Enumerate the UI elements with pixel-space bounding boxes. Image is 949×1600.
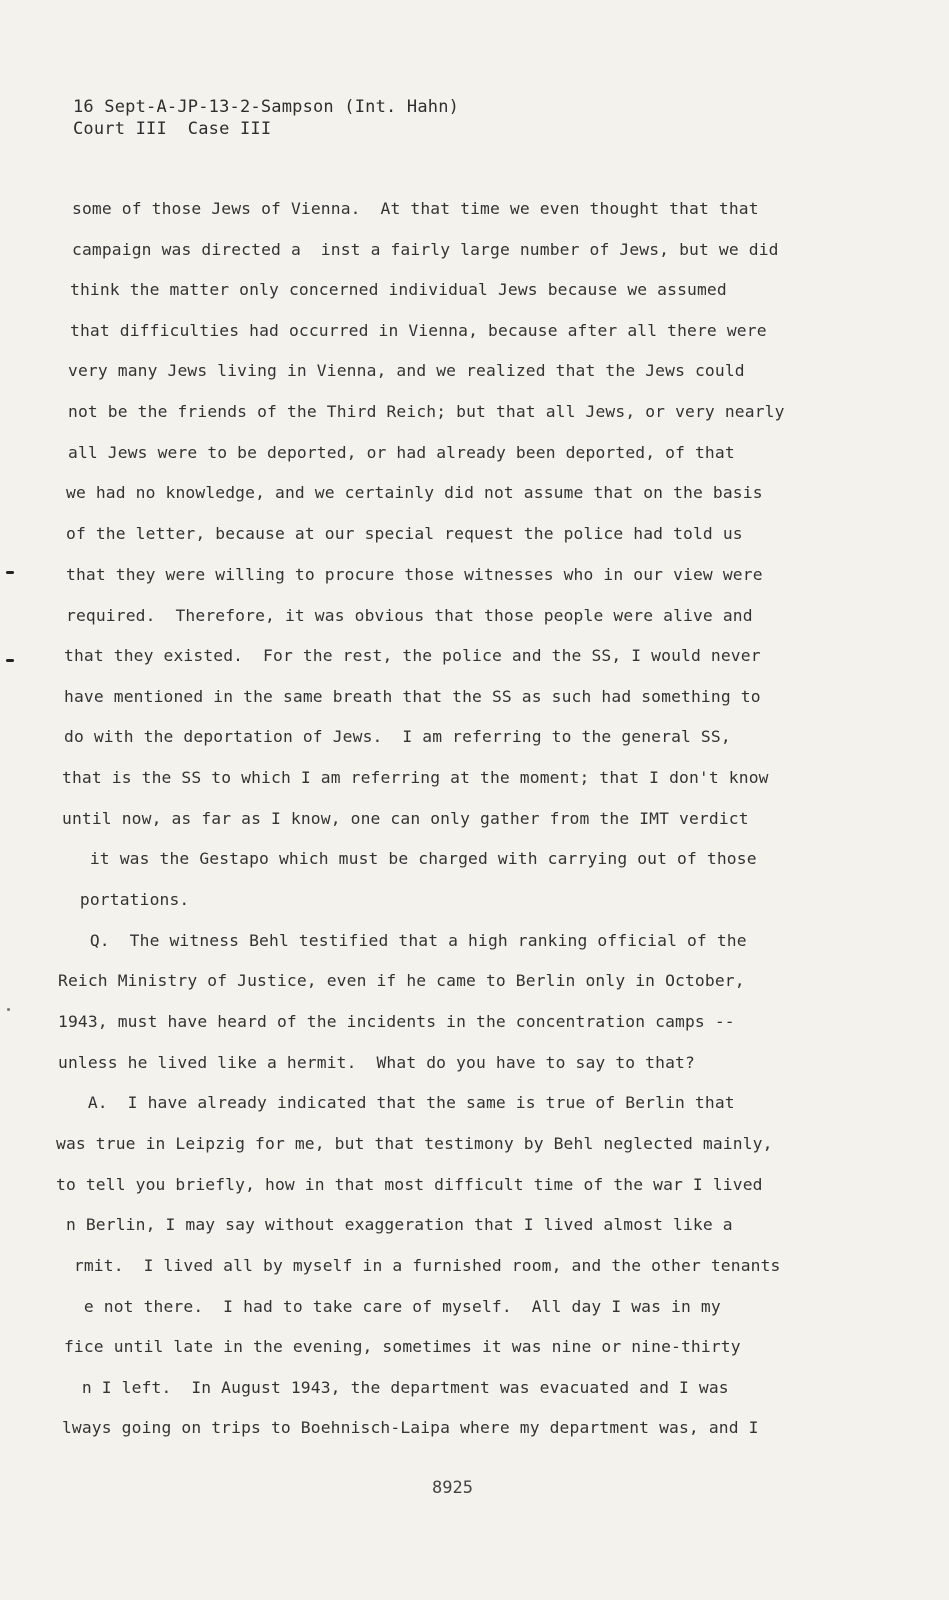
transcript-line: lways going on trips to Boehnisch-Laipa where my department was, and I: [52, 1418, 759, 1437]
transcript-line: we had no knowledge, and we certainly did not assume that on the basis: [66, 483, 763, 502]
margin-dot: [7, 1008, 10, 1011]
transcript-line: to tell you briefly, how in that most difficult time of the war I lived: [56, 1175, 763, 1194]
transcript-line: think the matter only concerned individual Jews because we assumed: [70, 280, 727, 299]
transcript-line: campaign was directed a inst a fairly large number of Jews, but we did: [72, 240, 779, 259]
page-number: 8925: [432, 1478, 473, 1498]
margin-mark: [6, 659, 14, 662]
transcript-line: it was the Gestapo which must be charged with carrying out of those: [60, 849, 757, 868]
transcript-line: that is the SS to which I am referring at the moment; that I don't know: [62, 768, 769, 787]
transcript-line: portations.: [60, 890, 190, 909]
transcript-line: not be the friends of the Third Reich; but that all Jews, or very nearly: [68, 402, 785, 421]
transcript-line: of the letter, because at our special request the police had told us: [66, 524, 743, 543]
transcript-line: was true in Leipzig for me, but that testimony by Behl neglected mainly,: [56, 1134, 773, 1153]
transcript-line: e not there. I had to take care of myself. All day I was in my: [54, 1297, 721, 1316]
transcript-line: n Berlin, I may say without exaggeration that I lived almost like a: [56, 1215, 733, 1234]
transcript-line: A. I have already indicated that the same is true of Berlin that: [58, 1093, 735, 1112]
transcript-line: 1943, must have heard of the incidents in the concentration camps --: [58, 1012, 735, 1031]
transcript-line: n I left. In August 1943, the department was evacuated and I was: [52, 1378, 729, 1397]
transcript-line: that difficulties had occurred in Vienna, because after all there were: [70, 321, 767, 340]
transcript-line: all Jews were to be deported, or had already been deported, of that: [68, 443, 735, 462]
transcript-line: do with the deportation of Jews. I am referring to the general SS,: [64, 727, 731, 746]
transcript-line: some of those Jews of Vienna. At that time we even thought that that: [72, 199, 759, 218]
margin-mark: [6, 571, 14, 574]
header-court-case: Court III Case III: [73, 119, 272, 139]
transcript-line: Q. The witness Behl testified that a high ranking official of the: [60, 931, 747, 950]
transcript-line: Reich Ministry of Justice, even if he came to Berlin only in October,: [58, 971, 745, 990]
transcript-line: until now, as far as I know, one can only gather from the IMT verdict: [62, 809, 749, 828]
transcript-line: that they existed. For the rest, the police and the SS, I would never: [64, 646, 761, 665]
header-reference: 16 Sept-A-JP-13-2-Sampson (Int. Hahn): [73, 97, 460, 117]
transcript-line: rmit. I lived all by myself in a furnished room, and the other tenants: [54, 1256, 781, 1275]
transcript-line: required. Therefore, it was obvious that those people were alive and: [66, 606, 753, 625]
transcript-line: have mentioned in the same breath that the SS as such had something to: [64, 687, 761, 706]
transcript-line: very many Jews living in Vienna, and we realized that the Jews could: [68, 361, 745, 380]
transcript-line: unless he lived like a hermit. What do you have to say to that?: [58, 1053, 695, 1072]
transcript-line: that they were willing to procure those witnesses who in our view were: [66, 565, 763, 584]
transcript-line: fice until late in the evening, sometimes it was nine or nine-thirty: [54, 1337, 741, 1356]
